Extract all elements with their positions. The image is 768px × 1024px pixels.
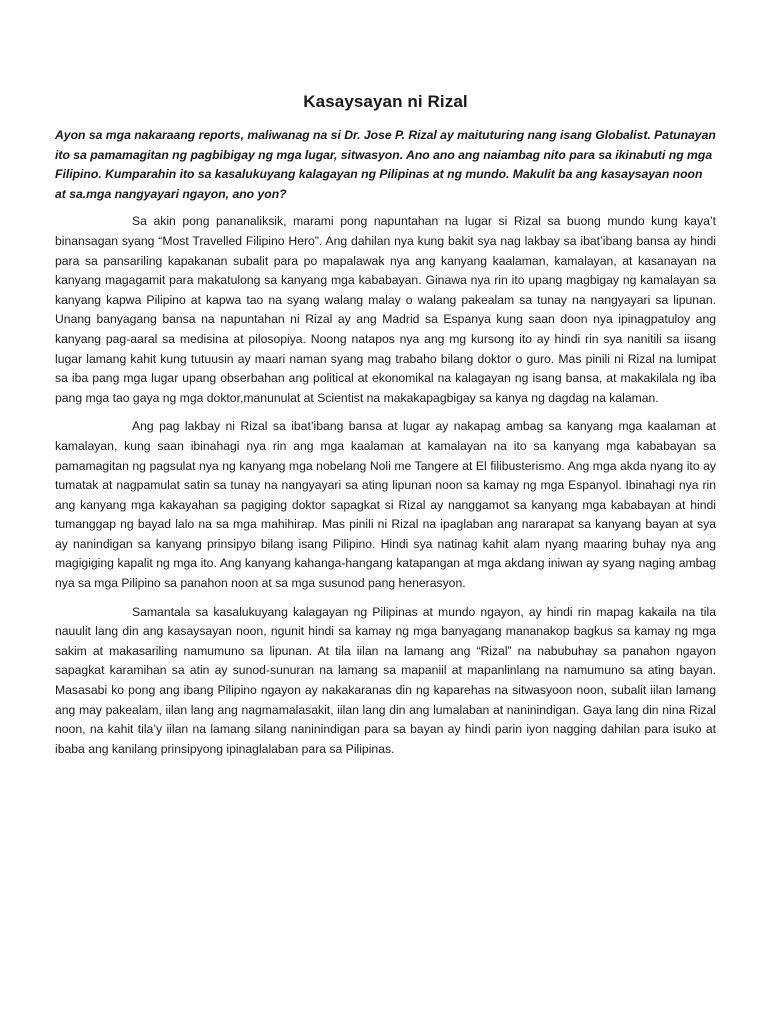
page-title: Kasaysayan ni Rizal	[303, 92, 468, 111]
essay-prompt: Ayon sa mga nakaraang reports, maliwanag na si Dr. Jose P. Rizal ay maituturing nang isang Globalist. Patunayan ito sa pamamagitan ng pagbibigay ng mga lugar, sitwasyon. Ano ano ang naiambag nito para sa ikinabuti ng mga Filipino. Kumparahin ito sa kasalukuyang kalagayan ng Pilipinas at ng mundo. Makulit ba ang kasaysayan noon at sa.mga nangyayari ngayon, ano yon?	[55, 128, 716, 201]
body-paragraph-1: Sa akin pong pananaliksik, marami pong napuntahan na lugar si Rizal sa buong mundo kung kaya’t binansagan syang “Most Travelled Filipino Hero”. Ang dahilan nya kung bakit sya nag lakbay sa ibat’ibang bansa ay hindi para sa pansariling kapakanan subalit para po mapalawak nya ang kanyang kaalaman, kamalayan, at kasanayan na kanyang magagamit para makatulong sa kanyang mga kababayan. Ginawa nya rin ito upang magbigay ng kamalayan sa kanyang kapwa Pilipino at kapwa tao na syang walang malay o walang pakealam sa tunay na nangyayari sa lipunan. Unang banyagang bansa na napuntahan ni Rizal ay ang Madrid sa Espanya kung saan doon nya ipinagpatuloy ang kanyang pag-aaral sa medisina at pilosopiya. Noong natapos nya ang mg kursong ito ay hindi rin sya nanitili sa iisang lugar lamang kahit kung tutuusin ay maari naman syang mag trabaho bilang doktor o guro. Mas pinili ni Rizal na lumipat sa iba pang mga lugar upang obserbahan ang political at ekonomikal na kalagayan ng isang bansa, at makakilala ng iba pang mga tao gaya ng mga doktor,manunulat at Scientist na makakapagbigay sa kanya ng dagdag na kalaman.	[55, 214, 716, 405]
body-paragraph-3: Samantala sa kasalukuyang kalagayan ng Pilipinas at mundo ngayon, ay hindi rin mapag kakaila na tila nauulit lang din ang kasaysayan noon, ngunit hindi sa kamay ng mga banyagang mananakop bagkus sa kamay ng mga sakim at makasariling namumuno sa lipunan. At tila iilan na lamang ang “Rizal” na nabubuhay sa panahon ngayon sapagkat karamihan sa atin ay sunod-sunuran na lamang sa mapaniil at mapanlinlang na namumuno sa ating bayan. Masasabi ko pong ang ibang Pilipino ngayon ay nakakaranas din ng kaparehas na sitwasyoon noon, subalit iilan lamang ang may pakealam, iilan lang ang nagmamalasakit, iilan lang din ang lumalaban at naninindigan. Gaya lang din nina Rizal noon, na kahit tila’y iilan na lamang silang naninindigan para sa bayan ay hindi parin iyon nagging dahilan para isuko at ibaba ang kanilang prinsipyong ipinaglalaban para sa Pilipinas.	[55, 604, 716, 756]
body-paragraph-2: Ang pag lakbay ni Rizal sa ibat’ibang bansa at lugar ay nakapag ambag sa kanyang mga kaalaman at kamalayan, kung saan ibinahagi nya rin ang mga kaalaman at kamalayan na ito sa kanyang mga kababayan sa pamamagitan ng pagsulat nya ng kanyang mga nobelang Noli me Tangere at El filibusterismo. Ang mga akda nyang ito ay tumatak at nagpamulat satin sa tunay na nangyayari sa ating lipunan noon sa kamay ng mga Espanyol. Ibinahagi nya rin ang kanyang mga kakayahan sa pagiging doktor sapagkat si Rizal ay nanggamot sa kanyang mga kababayan at hindi tumanggap ng bayad lalo na sa mga mahihirap. Mas pinili ni Rizal na ipaglaban ang nararapat sa kanyang bayan at sya ay nanindigan sa kanyang prinsipyo bilang isang Pilipino. Hindi sya natinag kahit alam nyang maaring buhay nya ang magigiging kapalit ng mga ito. Ang kanyang kahanga-hangang katapangan at mga akdang iniwan ay syang naging ambag nya sa mga Pilipino sa panahon noon at sa mga susunod pang henerasyon.	[55, 419, 716, 591]
